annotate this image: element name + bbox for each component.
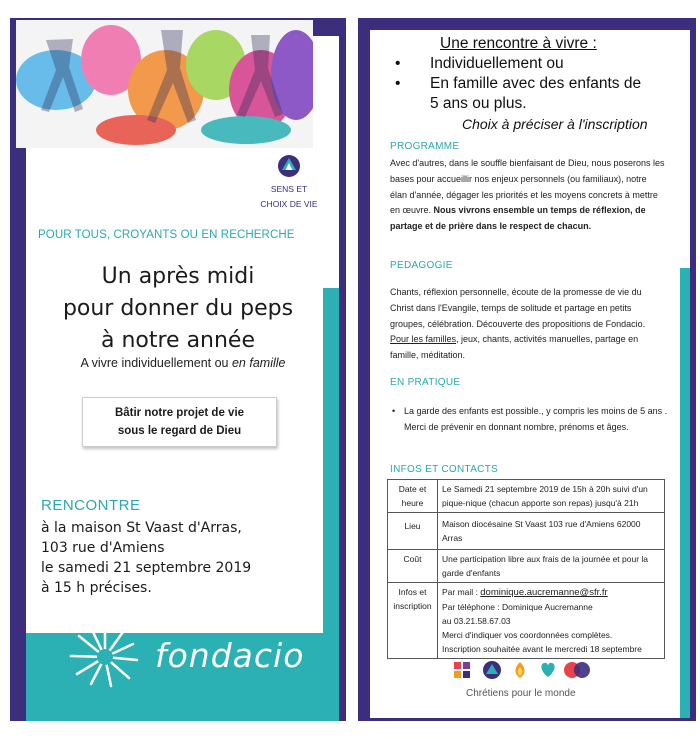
programme-bold: Nous vivrons ensemble un temps de réflexion, de partage et de prière dans le respect de chacun. [390, 205, 646, 232]
bullet: • [392, 406, 396, 416]
pratique-heading: EN PRATIQUE [390, 377, 461, 388]
merci-line: Merci d'indiquer vos coordonnées complètes. [442, 630, 613, 640]
logo-squares-icon [454, 662, 470, 678]
pratique-text: La garde des enfants est possible., y compris les moins de 5 ans . Merci de prévenir en donnant nombre, prénoms et âges. [404, 406, 668, 432]
fondacio-logo [65, 622, 315, 692]
infos-heading: INFOS ET CONTACTS [390, 464, 499, 475]
logo-heart-icon [541, 663, 554, 677]
sunburst-icon [65, 622, 145, 692]
table-row [388, 550, 665, 583]
email-link[interactable]: dominique.aucremanne@sfr.fr [480, 587, 608, 598]
subtitle [40, 356, 326, 370]
programme-body: Avec d'autres, dans le souffle bienfaisant de Dieu, nous poserons les bases pour accueillir nos enjeux personnels (ou familiaux), notre élan d'année, dégager les priorités et les moyens concrets à mettre en œuvre. [390, 158, 665, 216]
title-line: à notre année [100, 328, 256, 353]
cout-value: Une participation libre aux frais de la journée et pour la garde d'enfants [438, 550, 665, 583]
rencontre-heading: RENCONTRE [41, 497, 141, 514]
bullet: • [395, 75, 401, 92]
infos-table [387, 479, 665, 659]
table-row [388, 480, 665, 513]
subtitle-italic: en famille [231, 356, 286, 370]
phone-line: Par téléphone : Dominique Aucremanne [442, 602, 593, 612]
fondacio-wordmark: fondacio [155, 636, 305, 675]
inscription-label: Infos et inscription [388, 583, 438, 659]
programme-text [390, 156, 665, 235]
rencontre-title: Une rencontre à vivre : [440, 35, 597, 52]
partner-logos [452, 660, 602, 680]
pedagogie-heading: PEDAGOGIE [390, 260, 453, 271]
rencontre-details [41, 518, 251, 598]
option-item: Individuellement ou [430, 55, 564, 72]
table-row [388, 513, 665, 550]
sens-et-choix-de-vie-logo [259, 154, 319, 212]
choix-note: Choix à préciser à l'inscription [462, 116, 648, 132]
logo-flame-icon [516, 662, 525, 678]
dancers-illustration [16, 20, 313, 148]
cout-label: Coût [388, 550, 438, 583]
rencontre-line: 103 rue d'Amiens [41, 540, 165, 556]
programme-heading: PROGRAMME [390, 141, 460, 152]
inscription-value [438, 583, 665, 659]
rencontre-line: à 15 h précises. [41, 580, 152, 596]
pedagogie-body1: Chants, réflexion personnelle, écoute de la promesse de vie du Christ dans l'Evangile, temps de solitude et partage en petits groupes, célébration. Découverte des propositions de Fondacio. [390, 287, 646, 329]
table-row [388, 583, 665, 659]
subtitle-prefix: A vivre individuellement ou [80, 356, 232, 370]
lieu-value: Maison diocésaine St Vaast 103 rue d'Amiens 62000 Arras [438, 513, 665, 550]
theme-box [82, 397, 277, 447]
date-value: Le Samedi 21 septembre 2019 de 15h à 20h suivi d'un pique-nique (chacun apporte son repas) jusqu'à 21h [438, 480, 665, 513]
theme-line: sous le regard de Dieu [117, 425, 242, 437]
audience-tagline: POUR TOUS, CROYANTS OU EN RECHERCHE [38, 229, 295, 241]
pedagogie-underline: Pour les familles [390, 334, 457, 345]
title-line: Un après midi [101, 264, 255, 289]
phone-number: au 03.21.58.67.03 [442, 616, 511, 626]
theme-line: Bâtir notre projet de vie [114, 407, 245, 419]
pratique-item [392, 404, 668, 435]
date-label: Date et heure [388, 480, 438, 513]
pedagogie-text [390, 285, 665, 364]
deadline-line: Inscription souhaitée avant le mercredi 18 septembre [442, 644, 642, 654]
footer-tagline: Chrétiens pour le monde [466, 688, 576, 699]
option-item: 5 ans ou plus. [430, 95, 527, 112]
sens-logo-line1: SENS ET [270, 184, 308, 194]
bullet: • [395, 55, 401, 72]
pedagogie-body2: , jeux, chants, activités manuelles, partage en famille, méditation. [390, 334, 639, 361]
sens-logo-icon [277, 154, 301, 178]
option-item: En famille avec des enfants de [430, 75, 642, 92]
mail-prefix: Par mail : [442, 587, 481, 597]
title-line: pour donner du peps [62, 296, 294, 321]
sens-logo-line2: CHOIX DE VIE [260, 199, 318, 209]
lieu-label: Lieu [388, 513, 438, 550]
logo-circles-icon [564, 662, 590, 678]
rencontre-line: à la maison St Vaast d'Arras, [41, 520, 242, 536]
rencontre-line: le samedi 21 septembre 2019 [41, 560, 252, 576]
logo-triangle-icon [483, 661, 501, 679]
main-title [34, 261, 322, 357]
